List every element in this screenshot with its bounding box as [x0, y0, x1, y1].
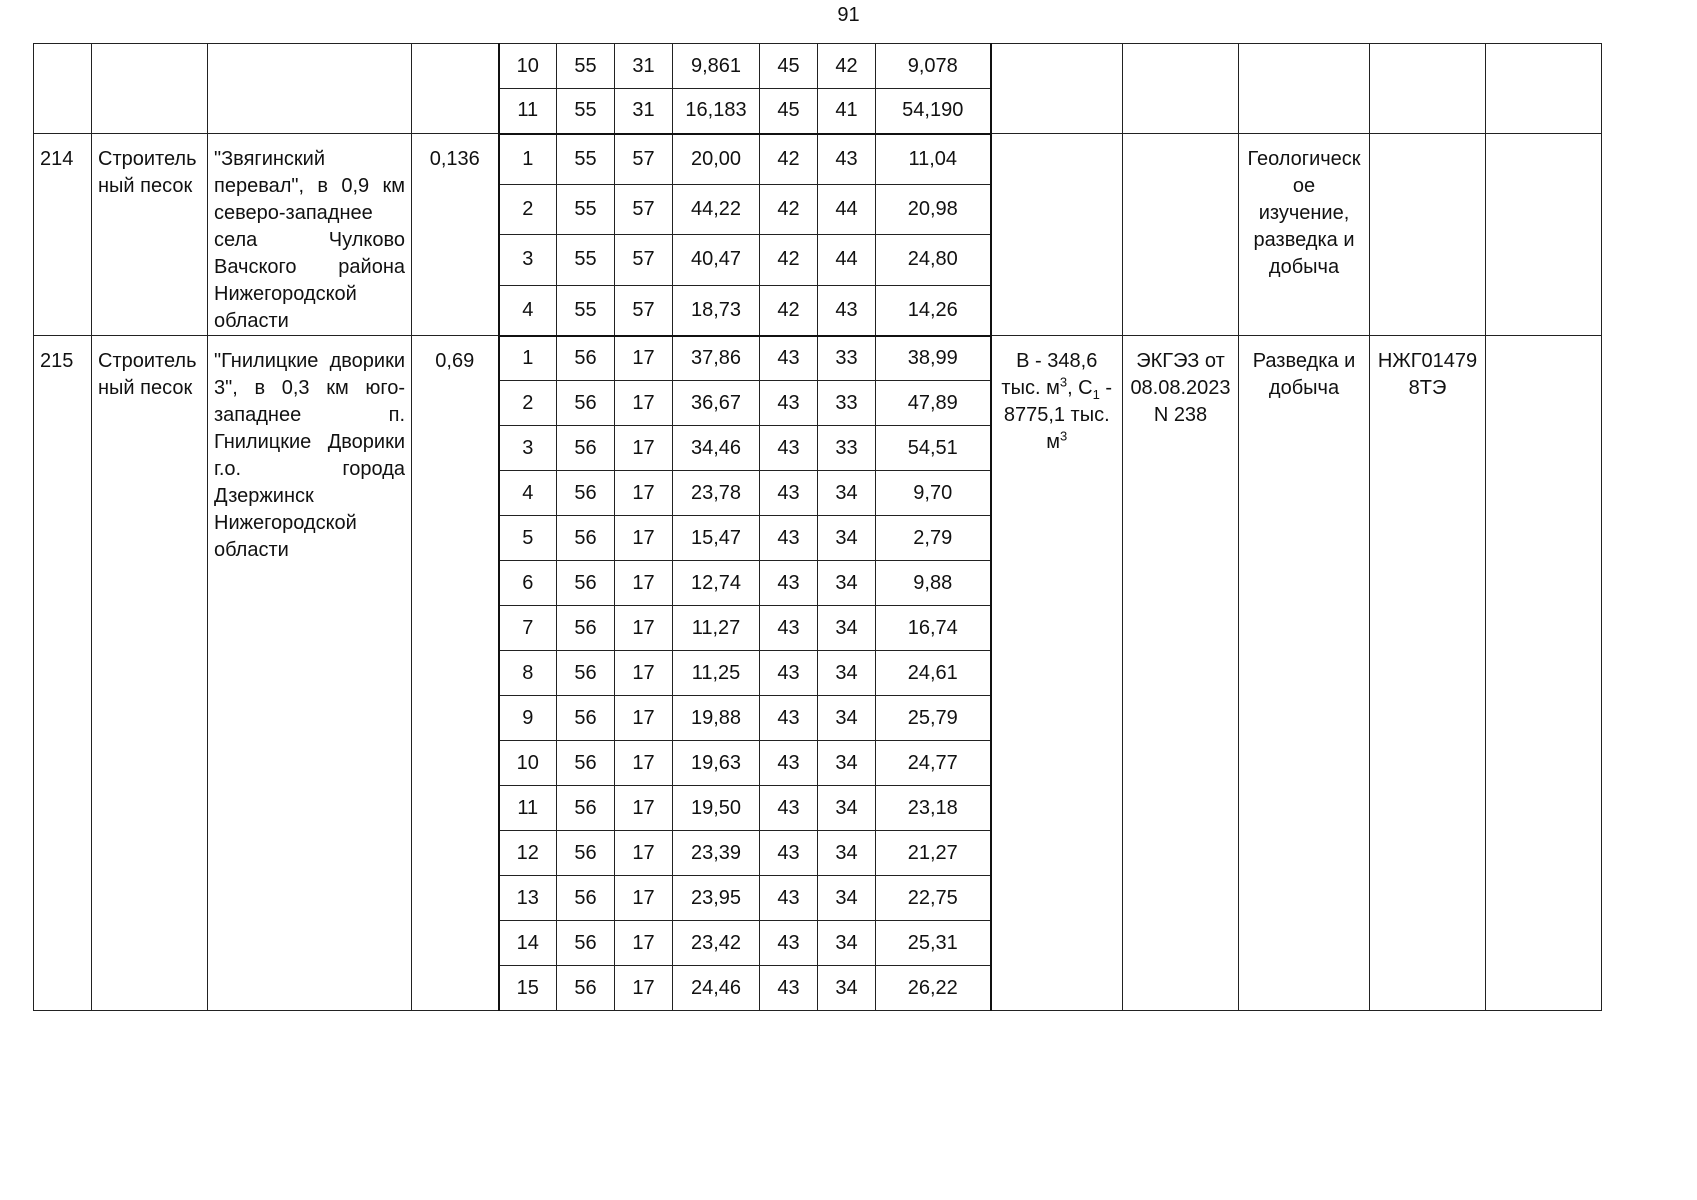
- lon-min: 34: [818, 966, 876, 1011]
- lon-min: 42: [818, 44, 876, 89]
- reserves: [991, 336, 1123, 1011]
- lon-deg: 43: [760, 381, 818, 426]
- lat-deg: 55: [557, 134, 615, 185]
- lat-min: 17: [615, 876, 673, 921]
- site-name: "Звягинский перевал", в 0,9 км северо-западнее села Чулково Вачского района Нижегородской области: [208, 134, 412, 336]
- lat-min: 17: [615, 696, 673, 741]
- lon-deg: 42: [760, 285, 818, 336]
- lat-deg: 55: [557, 44, 615, 89]
- lat-sec: 15,47: [673, 516, 760, 561]
- lon-deg: 43: [760, 966, 818, 1011]
- point-number: 10: [499, 741, 557, 786]
- entry-number: 215: [34, 336, 92, 1011]
- lon-deg: 43: [760, 471, 818, 516]
- point-number: 13: [499, 876, 557, 921]
- lon-deg: 43: [760, 516, 818, 561]
- purpose-cell: [1239, 44, 1370, 134]
- lat-deg: 56: [557, 561, 615, 606]
- mineral-type: Строитель ный песок: [92, 336, 208, 1011]
- point-number: 1: [499, 336, 557, 381]
- lat-deg: 56: [557, 786, 615, 831]
- lat-min: 17: [615, 381, 673, 426]
- lon-deg: 43: [760, 606, 818, 651]
- reserves-c1-subscript: 1: [1092, 387, 1100, 402]
- lat-min: 17: [615, 336, 673, 381]
- reserves-c1-prefix: , С: [1067, 377, 1093, 399]
- area-cell: [412, 44, 499, 134]
- point-number: 8: [499, 651, 557, 696]
- approval: ЭКГЭЗ от 08.08.2023 N 238: [1123, 336, 1239, 1011]
- point-number: 14: [499, 921, 557, 966]
- lon-deg: 43: [760, 696, 818, 741]
- mineral-cell: [92, 44, 208, 134]
- number-cell: [34, 44, 92, 134]
- point-number: 15: [499, 966, 557, 1011]
- lat-deg: 55: [557, 184, 615, 235]
- page-number: 91: [837, 4, 860, 26]
- point-number: 6: [499, 561, 557, 606]
- lat-deg: 55: [557, 285, 615, 336]
- lat-sec: 23,95: [673, 876, 760, 921]
- deposits-table: [33, 43, 1602, 1011]
- lat-sec: 23,78: [673, 471, 760, 516]
- lon-min: 41: [818, 89, 876, 134]
- lat-sec: 16,183: [673, 89, 760, 134]
- lon-min: 43: [818, 285, 876, 336]
- lat-sec: 11,27: [673, 606, 760, 651]
- reserves-b: В - 348,6 тыс. м: [1001, 350, 1098, 399]
- approval: [1123, 134, 1239, 336]
- mineral-type: Строитель ный песок: [92, 134, 208, 336]
- lon-min: 34: [818, 741, 876, 786]
- lon-deg: 42: [760, 184, 818, 235]
- point-number: 7: [499, 606, 557, 651]
- license-cell: [1370, 44, 1486, 134]
- lon-min: 44: [818, 184, 876, 235]
- lat-sec: 44,22: [673, 184, 760, 235]
- lat-sec: 36,67: [673, 381, 760, 426]
- lat-min: 31: [615, 44, 673, 89]
- lat-min: 17: [615, 471, 673, 516]
- lon-min: 34: [818, 876, 876, 921]
- point-number: 4: [499, 471, 557, 516]
- lon-min: 34: [818, 831, 876, 876]
- lon-sec: 54,51: [876, 426, 991, 471]
- note-cell: [1486, 44, 1602, 134]
- point-number: 11: [499, 786, 557, 831]
- lat-min: 17: [615, 831, 673, 876]
- lat-sec: 19,50: [673, 786, 760, 831]
- lon-min: 34: [818, 921, 876, 966]
- lat-deg: 56: [557, 381, 615, 426]
- lon-sec: 54,190: [876, 89, 991, 134]
- lat-sec: 40,47: [673, 235, 760, 286]
- site-name: "Гнилицкие дворики 3", в 0,3 км юго-западнее п. Гнилицкие Дворики г.о. города Дзержинск Нижегородской области: [208, 336, 412, 1011]
- license-number: [1370, 134, 1486, 336]
- note: [1486, 336, 1602, 1011]
- lon-sec: 9,88: [876, 561, 991, 606]
- lat-min: 17: [615, 426, 673, 471]
- lat-min: 17: [615, 651, 673, 696]
- lat-min: 17: [615, 606, 673, 651]
- point-number: 4: [499, 285, 557, 336]
- lon-sec: 24,80: [876, 235, 991, 286]
- lon-deg: 43: [760, 651, 818, 696]
- point-number: 12: [499, 831, 557, 876]
- lat-deg: 56: [557, 516, 615, 561]
- lon-min: 43: [818, 134, 876, 185]
- lat-min: 17: [615, 741, 673, 786]
- lon-min: 33: [818, 381, 876, 426]
- lon-min: 33: [818, 336, 876, 381]
- lat-sec: 34,46: [673, 426, 760, 471]
- reserves-c1: - 8775,1 тыс. м: [1003, 377, 1113, 453]
- lon-deg: 43: [760, 831, 818, 876]
- site-name-cell: [208, 44, 412, 134]
- reserves: [991, 134, 1123, 336]
- lon-sec: 26,22: [876, 966, 991, 1011]
- lon-deg: 45: [760, 44, 818, 89]
- lon-min: 34: [818, 786, 876, 831]
- point-number: 9: [499, 696, 557, 741]
- lat-sec: 18,73: [673, 285, 760, 336]
- lat-sec: 11,25: [673, 651, 760, 696]
- reserves-b-unit: 3: [1059, 374, 1068, 390]
- lat-min: 17: [615, 966, 673, 1011]
- lat-sec: 23,42: [673, 921, 760, 966]
- point-number: 1: [499, 134, 557, 185]
- lon-sec: 22,75: [876, 876, 991, 921]
- lat-min: 57: [615, 184, 673, 235]
- lon-sec: 25,31: [876, 921, 991, 966]
- lat-deg: 55: [557, 89, 615, 134]
- purpose: Разведка и добыча: [1239, 336, 1370, 1011]
- lon-deg: 43: [760, 741, 818, 786]
- lon-sec: 16,74: [876, 606, 991, 651]
- lon-sec: 9,078: [876, 44, 991, 89]
- lat-deg: 56: [557, 606, 615, 651]
- approval-cell: [1123, 44, 1239, 134]
- lon-deg: 43: [760, 426, 818, 471]
- lon-sec: 2,79: [876, 516, 991, 561]
- lat-sec: 23,39: [673, 831, 760, 876]
- lon-sec: 21,27: [876, 831, 991, 876]
- lat-sec: 19,63: [673, 741, 760, 786]
- lon-deg: 43: [760, 786, 818, 831]
- lat-sec: 24,46: [673, 966, 760, 1011]
- lat-deg: 56: [557, 921, 615, 966]
- license-number: НЖГ01479 8ТЭ: [1370, 336, 1486, 1011]
- area-value: 0,69: [412, 336, 499, 1011]
- lat-sec: 37,86: [673, 336, 760, 381]
- lon-sec: 47,89: [876, 381, 991, 426]
- lat-deg: 56: [557, 696, 615, 741]
- table-row: [34, 44, 1602, 89]
- lat-min: 57: [615, 235, 673, 286]
- lon-deg: 43: [760, 876, 818, 921]
- lat-min: 17: [615, 516, 673, 561]
- reserves-cell: [991, 44, 1123, 134]
- lat-sec: 12,74: [673, 561, 760, 606]
- table-row: [34, 134, 1602, 185]
- lat-min: 17: [615, 921, 673, 966]
- lon-sec: 23,18: [876, 786, 991, 831]
- lat-min: 17: [615, 561, 673, 606]
- lat-deg: 56: [557, 651, 615, 696]
- lon-deg: 42: [760, 235, 818, 286]
- lat-deg: 56: [557, 741, 615, 786]
- lat-min: 31: [615, 89, 673, 134]
- lon-deg: 43: [760, 921, 818, 966]
- entry-number: 214: [34, 134, 92, 336]
- lon-min: 34: [818, 471, 876, 516]
- lon-sec: 9,70: [876, 471, 991, 516]
- area-value: 0,136: [412, 134, 499, 336]
- lon-deg: 43: [760, 561, 818, 606]
- lon-sec: 38,99: [876, 336, 991, 381]
- point-number: 10: [499, 44, 557, 89]
- point-number: 11: [499, 89, 557, 134]
- lon-min: 34: [818, 606, 876, 651]
- lon-deg: 45: [760, 89, 818, 134]
- lat-deg: 56: [557, 426, 615, 471]
- point-number: 2: [499, 184, 557, 235]
- lon-min: 34: [818, 516, 876, 561]
- lat-sec: 9,861: [673, 44, 760, 89]
- lat-sec: 20,00: [673, 134, 760, 185]
- lon-sec: 11,04: [876, 134, 991, 185]
- lon-min: 34: [818, 696, 876, 741]
- lon-min: 44: [818, 235, 876, 286]
- lat-deg: 56: [557, 876, 615, 921]
- lat-deg: 56: [557, 336, 615, 381]
- purpose: Геологическ ое изучение, разведка и добыча: [1239, 134, 1370, 336]
- lon-min: 34: [818, 651, 876, 696]
- point-number: 5: [499, 516, 557, 561]
- lat-min: 57: [615, 134, 673, 185]
- table-row: [34, 336, 1602, 381]
- lat-deg: 56: [557, 966, 615, 1011]
- lat-min: 57: [615, 285, 673, 336]
- lat-deg: 56: [557, 471, 615, 516]
- point-number: 2: [499, 381, 557, 426]
- lat-sec: 19,88: [673, 696, 760, 741]
- point-number: 3: [499, 235, 557, 286]
- lat-min: 17: [615, 786, 673, 831]
- lat-deg: 55: [557, 235, 615, 286]
- lon-sec: 14,26: [876, 285, 991, 336]
- lon-deg: 43: [760, 336, 818, 381]
- lon-sec: 25,79: [876, 696, 991, 741]
- lon-min: 34: [818, 561, 876, 606]
- lat-deg: 56: [557, 831, 615, 876]
- lon-deg: 42: [760, 134, 818, 185]
- point-number: 3: [499, 426, 557, 471]
- reserves-c1-unit: 3: [1060, 428, 1068, 444]
- lon-min: 33: [818, 426, 876, 471]
- lon-sec: 20,98: [876, 184, 991, 235]
- lon-sec: 24,77: [876, 741, 991, 786]
- note: [1486, 134, 1602, 336]
- lon-sec: 24,61: [876, 651, 991, 696]
